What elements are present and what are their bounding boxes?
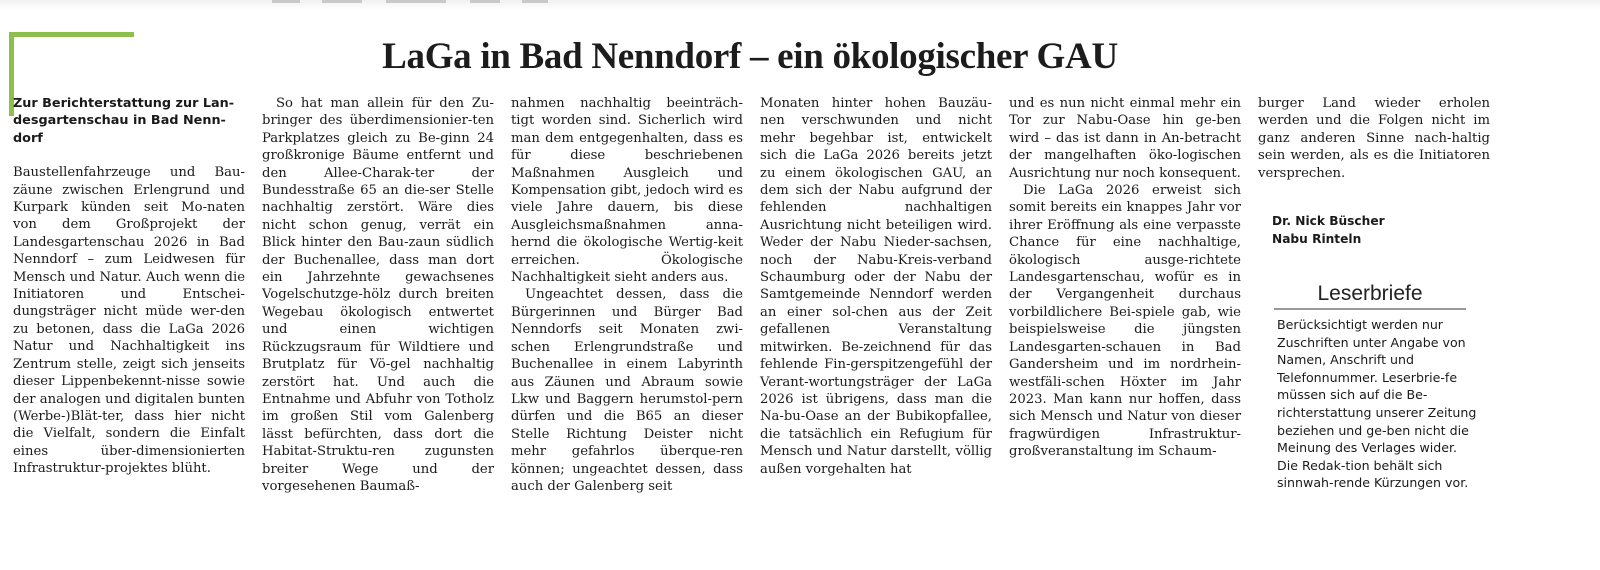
paragraph: Ungeachtet dessen, dass die Bürgerinnen und Bürger Bad Nenndorfs seit Monaten zwi-schen Erlengrundstraße und Buchenallee in einem Labyrinth aus Zäunen und Abraum sowie Lkw und Baggern herumstol-pern dürfen und die B65 an dieser Stelle Richtung Deister nicht mehr gefahrlos überque-ren können; ungeachtet dessen, dass auch der Galenberg seit <box>511 287 743 494</box>
paragraph: So hat man allein für den Zu-bringer des überdimensionier-ten Parkplatzes gleich zu Be-ginn 24 großkronige Bäume entfernt und den Allee-Charak-ter der Bundesstraße 65 an die-ser Stelle nachhaltig zerstört. Wäre dies nicht schon genug, verrät ein Blick hinter den Bau-zaun südlich der Buchenallee, dass man dort ein Jahrzehnte gewachsenes Vogelschutzge-hölz durch breiten Wegebau ökologisch entwertet und einen wichtigen Rückzugsraum für Wildtiere und Brutplatz für Vö-gel nachhaltig zerstört hat. Und auch die Entnahme und Abfuhr von Totholz im großen Stil vom Galenberg lässt befürchten, dass dort die Habitat-Struktu-ren zugunsten breiter Wege und der vorgesehenen Baumaß- <box>262 96 494 494</box>
paragraph: Baustellenfahrzeuge und Bau-zäune zwischen Erlengrund und Kurpark künden seit Mo-naten von dem Großprojekt der Landesgartenschau 2026 in Bad Nenndorf – zum Leidwesen für Mensch und Natur. Auch wenn die Initiatoren und Entschei-dungsträger nicht müde wer-den zu betonen, dass die LaGa 2026 Natur und Nachhaltigkeit ins Zentrum stelle, zeigt sich jenseits dieser Lippenbekennt-nisse sowie der analogen und digitalen bunten (Werbe-)Blät-ter, dass hier nicht die Vielfalt, sondern die Einfalt eines über-dimensionierten Infrastruktur-projektes blüht. <box>13 165 245 477</box>
author-organization: Nabu Rinteln <box>1272 232 1362 247</box>
paragraph: Die LaGa 2026 erweist sich somit bereits ein knappes Jahr vor ihrer Eröffnung als eine verpasste Chance für eine nachhaltige, ökologisch ausge-richtete Landesgartenschau, wofür es in der Vergangenheit durchaus vorbildlichere Bei-spiele gab, wie beispielsweise die jüngsten Landesgarten-schauen in Bad Gandersheim und im nordrhein-westfäli-schen Höxter im Jahr 2023. Man kann nur hoffen, dass sich Mensch und Natur von dieser fragwürdigen Infrastruktur-großveranstaltung im Schaum- <box>1009 183 1241 460</box>
paragraph: nahmen nachhaltig beeinträch-tigt worden sind. Sicherlich wird man dem entgegenhalten, dass es für diese beschriebenen Maßnahmen Ausgleich und Kompensation gibt, jedoch wird es viele Jahre dauern, bis diese Ausgleichsmaßnahmen anna-hernd die ökologische Wertig-keit erreichen. Ökologische Nachhaltigkeit sieht anders aus. <box>511 96 743 286</box>
column-4 <box>760 95 992 478</box>
column-5 <box>1009 95 1241 461</box>
reference-line: Zur Berichterstattung zur Lan-desgartenschau in Bad Nenn-dorf <box>13 96 235 146</box>
accent-bar-horizontal <box>9 32 134 37</box>
paragraph: Monaten hinter hohen Bauzäu-nen verschwunden und nicht mehr begehbar ist, entwickelt sich die LaGa 2026 bereits jetzt zu einem ökologischen GAU, an dem sich der Nabu aufgrund der fehlenden nachhaltigen Ausrichtung nicht beteiligen wird. Weder der Nabu Nieder-sachsen, noch der Nabu-Kreis-verband Schaumburg oder der Nabu der Samtgemeinde Nenndorf werden an einer sol-chen aus der Zeit gefallenen Veranstaltung mitwirken. Be-zeichnend für das fehlende Fin-gerspitzengefühl der Verant-wortungsträger der LaGa 2026 ist übrigens, dass man die Na-bu-Oase an der Bubikopfallee, die tatsächlich ein Refugium für Mensch und Natur darstellt, völlig außen vorgehalten hat <box>760 96 992 477</box>
column-6 <box>1258 95 1490 248</box>
column-3 <box>511 95 743 495</box>
paragraph: burger Land wieder erholen werden und die Folgen nicht im ganz anderen Sinne nach-haltig sein werden, als es die Initiatoren versprechen. <box>1258 96 1490 181</box>
author-name: Dr. Nick Büscher <box>1272 214 1385 229</box>
column-2 <box>262 95 494 495</box>
article-headline: LaGa in Bad Nenndorf – ein ökologischer GAU <box>382 36 1118 77</box>
author-signature <box>1258 212 1490 248</box>
paragraph: und es nun nicht einmal mehr ein Tor zur Nabu-Oase hin ge-ben wird – das ist dann in An-betracht der mangelhaften öko-logischen Ausrichtung nur noch konsequent. <box>1009 96 1241 181</box>
info-box-title: Leserbriefe <box>1317 282 1423 305</box>
scan-edge <box>0 0 1600 10</box>
info-box-divider <box>1274 308 1466 310</box>
info-box-text: Berücksichtigt werden nur Zuschriften unter Angabe von Namen, Anschrift und Telefonnummer. Leserbrie-fe müssen sich auf die Be-richterstattung unserer Zeitung beziehen und ge-ben nicht die Meinung des Verlages wider. Die Redak-tion behält sich sinnwah-rende Kürzungen vor. <box>1277 317 1477 491</box>
column-1 <box>13 95 245 478</box>
